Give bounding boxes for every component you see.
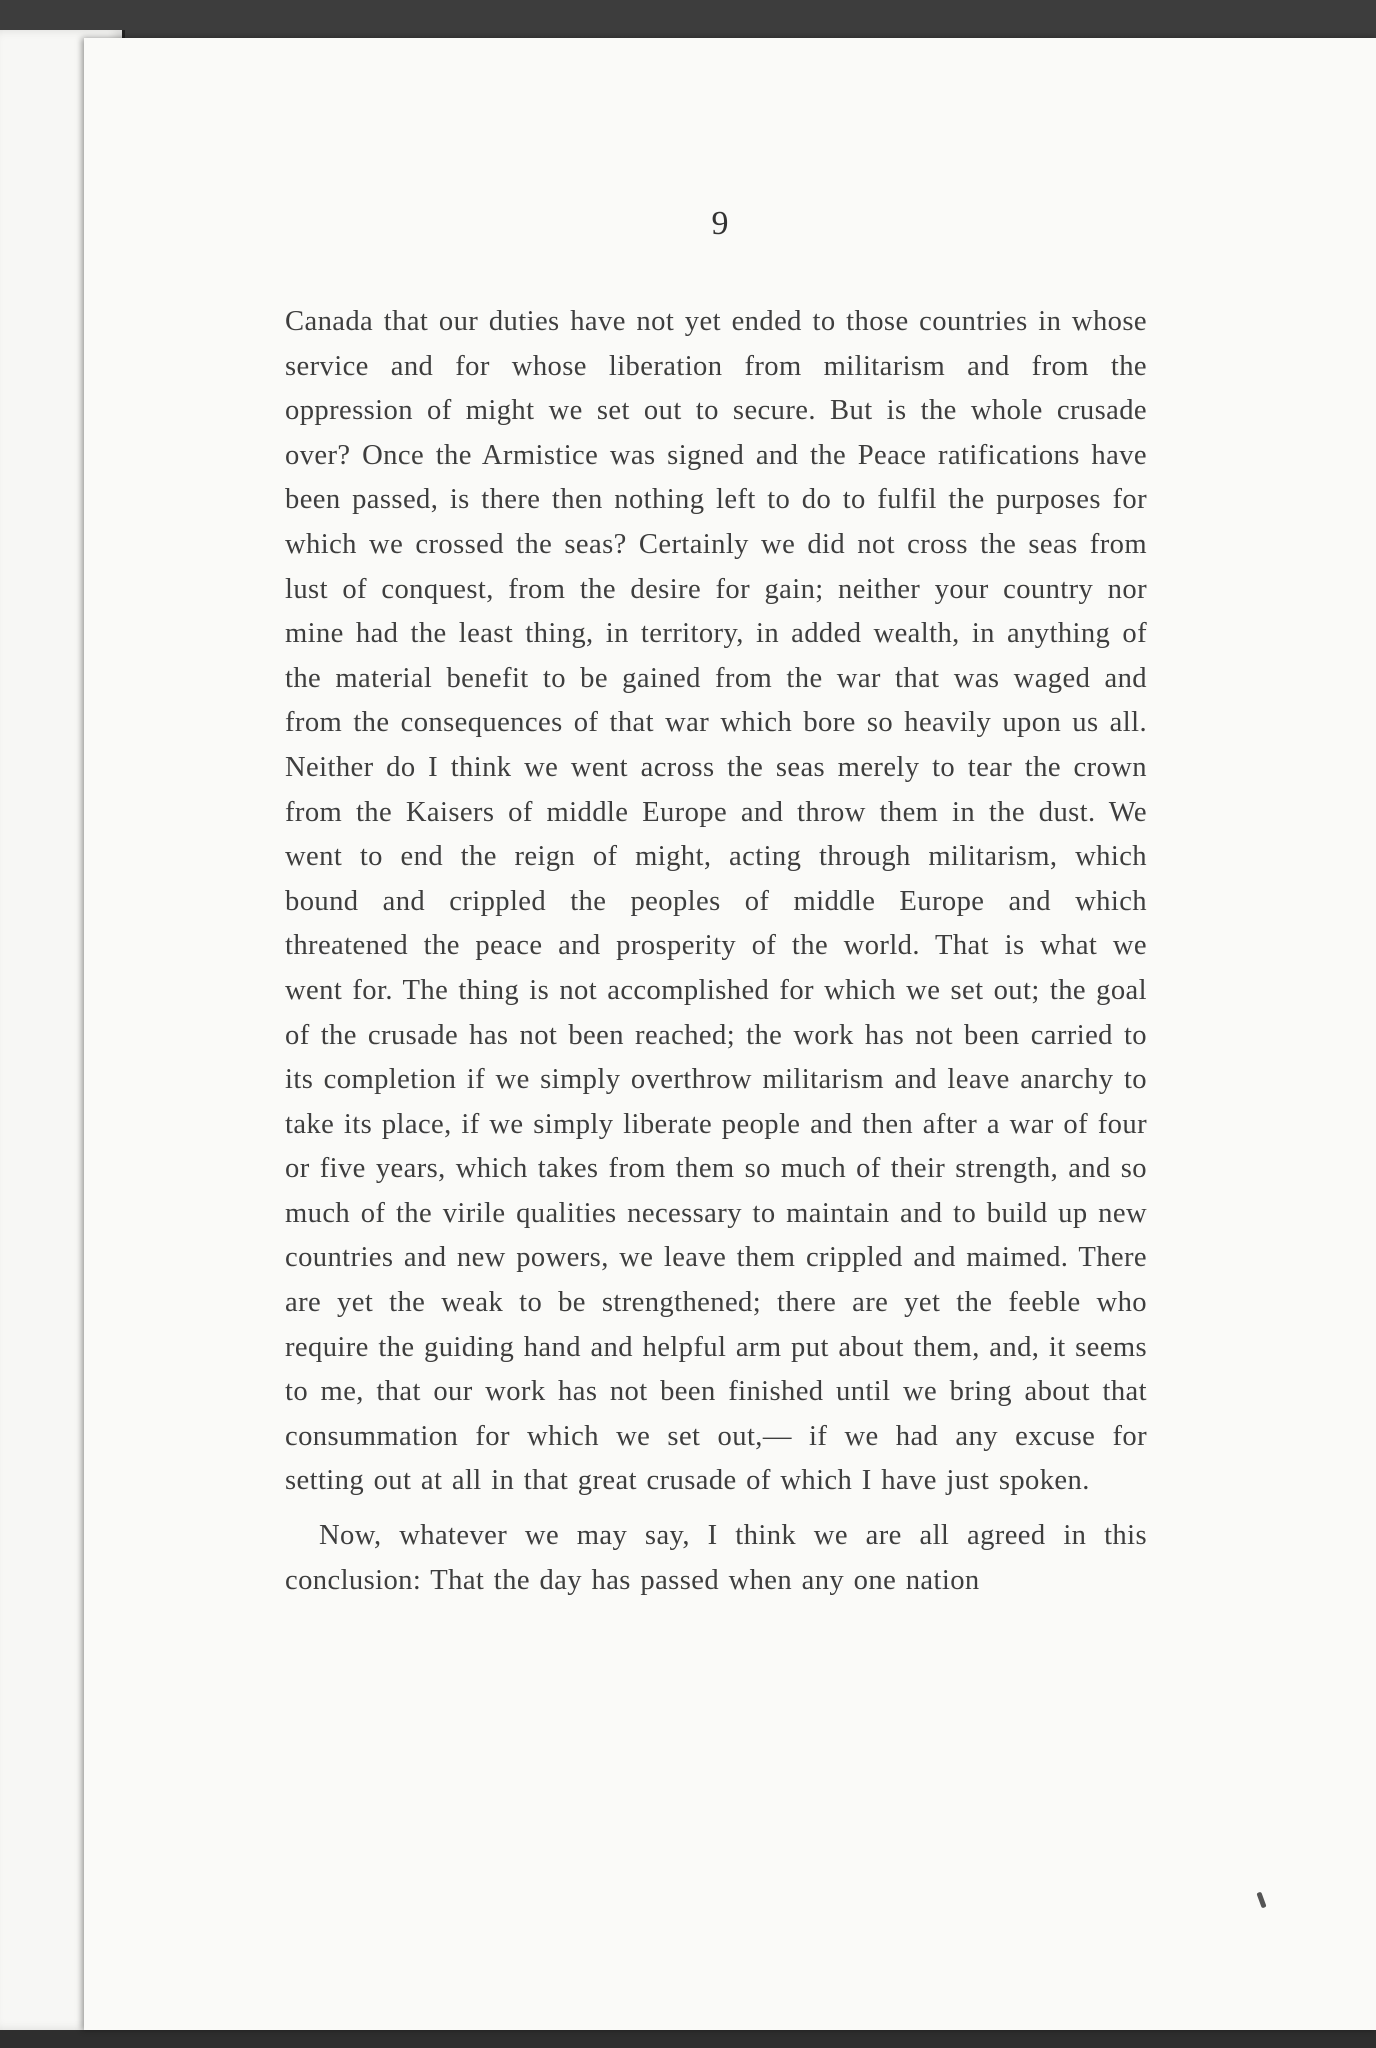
paragraph-2: Now, whatever we may say, I think we are all agreed in this conclusion: That the day has passed when any one nation xyxy=(285,1520,1147,1596)
page-number: 9 xyxy=(711,205,729,242)
paragraph-1: Canada that our duties have not yet ended to those countries in whose service and for whose liberation from militarism and from the oppression of might we set out to secure. But is the whole crusade over? Once the Armistice was signed and the Peace ratifications have been passed, is there then nothing left to do to fulfil the purposes for which we crossed the seas? Certainly we did not cross the seas from lust of conquest, from the desire for gain; neither your country nor mine had the least thing, in territory, in added wealth, in anything of the material benefit to be gained from the war that was waged and from the consequences of that war which bore so heavily upon us all. Neither do I think we went across the seas merely to tear the crown from the Kaisers of middle Europe and throw them in the dust. We went to end the reign of might, acting through militarism, which bound and crippled the peoples of middle Europe and which threatened the peace and prosperity of the world. That is what we went for. The thing is not accomplished for which we set out; the goal of the crusade has not been reached; the work has not been carried to its completion if we simply overthrow militarism and leave anarchy to take its place, if we simply liberate people and then after a war of four or five years, which takes from them so much of their strength, and so much of the virile qualities necessary to maintain and to build up new countries and new powers, we leave them crippled and maimed. There are yet the weak to be strengthened; there are yet the feeble who require the guiding hand and helpful arm put about them, and, it seems to me, that our work has not been finished until we bring about that consummation for which we set out,— if we had any excuse for setting out at all in that great crusade of which I have just spoken. xyxy=(285,306,1147,1497)
page-body-text xyxy=(285,300,1147,1613)
